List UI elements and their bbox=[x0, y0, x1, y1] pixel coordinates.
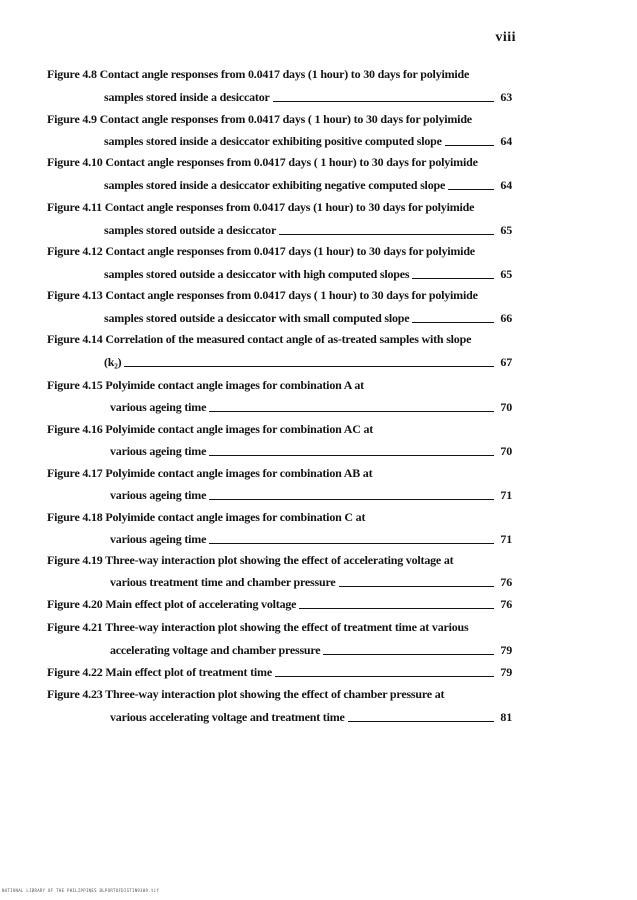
figure-caption-text: Figure 4.20 Main effect plot of accelerating voltage bbox=[47, 597, 297, 611]
figure-entry-line bbox=[47, 687, 444, 702]
figure-entry-line-with-page bbox=[110, 532, 512, 547]
figure-caption-text: various ageing time bbox=[110, 488, 207, 502]
leader-line bbox=[445, 145, 494, 146]
figure-caption-text: Figure 4.13 Contact angle responses from 0.0417 days ( 1 hour) to 30 days for polyimide bbox=[47, 288, 478, 302]
figure-page-number: 71 bbox=[500, 488, 512, 502]
leader-line bbox=[348, 721, 494, 722]
figure-entry-line bbox=[47, 288, 478, 303]
leader-line bbox=[412, 278, 494, 279]
figure-caption-text: various ageing time bbox=[110, 444, 207, 458]
figure-caption-text: Figure 4.12 Contact angle responses from 0.0417 days (1 hour) to 30 days for polyimide bbox=[47, 244, 475, 258]
figure-caption-text: Figure 4.9 Contact angle responses from 0.0417 days ( 1 hour) to 30 days for polyimide bbox=[47, 112, 472, 126]
figure-caption-text: accelerating voltage and chamber pressure bbox=[110, 643, 321, 657]
leader-line bbox=[339, 586, 495, 587]
figure-page-number: 79 bbox=[500, 643, 512, 657]
figure-page-number: 70 bbox=[500, 444, 512, 458]
figure-entry-line-with-page bbox=[47, 597, 512, 612]
figure-caption-text: samples stored inside a desiccator bbox=[104, 90, 270, 104]
scan-footer-stamp: NATIONAL LIBRARY OF THE PHILIPPINES BLPORTOFDISTIN9309.tif bbox=[2, 888, 160, 893]
figure-caption-text: Figure 4.16 Polyimide contact angle images for combination AC at bbox=[47, 422, 374, 436]
leader-line bbox=[299, 608, 494, 609]
figure-page-number: 76 bbox=[500, 575, 512, 589]
leader-line bbox=[209, 499, 494, 500]
figure-caption-text: Figure 4.22 Main effect plot of treatment time bbox=[47, 665, 272, 679]
figure-page-number: 66 bbox=[500, 311, 512, 325]
figure-caption-text: samples stored outside a desiccator bbox=[104, 223, 277, 237]
figure-entry-line-with-page bbox=[104, 178, 512, 193]
leader-line bbox=[448, 189, 494, 190]
figure-caption-text: samples stored inside a desiccator exhibiting positive computed slope bbox=[104, 134, 442, 148]
figure-entry-line bbox=[47, 378, 364, 393]
figure-entry-line-with-page bbox=[104, 267, 512, 282]
figure-entry-line bbox=[47, 67, 469, 82]
figure-entry-line-with-page bbox=[110, 400, 512, 415]
figure-caption-text: Figure 4.10 Contact angle responses from 0.0417 days ( 1 hour) to 30 days for polyimide bbox=[47, 155, 478, 169]
figure-entry-line bbox=[47, 155, 478, 170]
figure-caption-text: various treatment time and chamber pressure bbox=[110, 575, 336, 589]
figure-entry-line-with-page bbox=[47, 665, 512, 680]
figure-entry-line-with-page bbox=[104, 223, 512, 238]
leader-line bbox=[279, 234, 494, 235]
figure-page-number: 79 bbox=[500, 665, 512, 679]
figure-caption-text: Figure 4.19 Three-way interaction plot showing the effect of accelerating voltage at bbox=[47, 553, 454, 567]
leader-line bbox=[209, 411, 494, 412]
figure-entry-line-with-page bbox=[110, 444, 512, 459]
leader-line bbox=[323, 654, 494, 655]
figure-entry-line bbox=[47, 112, 472, 127]
figure-page-number: 64 bbox=[500, 178, 512, 192]
figure-caption-text: samples stored outside a desiccator with high computed slopes bbox=[104, 267, 410, 281]
figure-entry-line-with-page bbox=[104, 311, 512, 326]
figure-page-number: 70 bbox=[500, 400, 512, 414]
figure-caption-text: Figure 4.23 Three-way interaction plot showing the effect of chamber pressure at bbox=[47, 687, 445, 701]
figure-entry-line bbox=[47, 422, 373, 437]
figure-page-number: 67 bbox=[500, 355, 512, 369]
figure-caption-text: various ageing time bbox=[110, 532, 207, 546]
page-number: viii bbox=[495, 30, 516, 45]
figure-caption-text: samples stored inside a desiccator exhibiting negative computed slope bbox=[104, 178, 446, 192]
figure-entry-line bbox=[47, 200, 474, 215]
figure-page-number: 71 bbox=[500, 532, 512, 546]
figure-entry-line-with-page bbox=[110, 575, 512, 590]
figure-caption-text: Figure 4.18 Polyimide contact angle images for combination C at bbox=[47, 510, 366, 524]
figure-caption-text: Figure 4.15 Polyimide contact angle images for combination A at bbox=[47, 378, 364, 392]
figure-caption-text: various ageing time bbox=[110, 400, 207, 414]
leader-line bbox=[273, 101, 494, 102]
figure-page-number: 76 bbox=[500, 597, 512, 611]
figure-caption-text: (k₂) bbox=[104, 355, 122, 369]
figure-page-number: 63 bbox=[500, 90, 512, 104]
figure-page-number: 81 bbox=[500, 710, 512, 724]
figure-caption-text: Figure 4.8 Contact angle responses from 0.0417 days (1 hour) to 30 days for polyimide bbox=[47, 67, 470, 81]
figure-page-number: 64 bbox=[500, 134, 512, 148]
figure-page-number: 65 bbox=[500, 223, 512, 237]
leader-line bbox=[124, 366, 494, 367]
leader-line bbox=[412, 322, 494, 323]
figure-page-number: 65 bbox=[500, 267, 512, 281]
figure-entry-line bbox=[47, 466, 372, 481]
figure-entry-line-with-page bbox=[110, 643, 512, 658]
figure-entry-line-with-page bbox=[104, 90, 512, 105]
figure-entry-line bbox=[47, 510, 365, 525]
leader-line bbox=[209, 543, 494, 544]
leader-line bbox=[209, 455, 494, 456]
figure-entry-line bbox=[47, 620, 469, 635]
figure-entry-line bbox=[47, 332, 471, 347]
figure-caption-text: Figure 4.17 Polyimide contact angle images for combination AB at bbox=[47, 466, 373, 480]
figure-caption-text: samples stored outside a desiccator with small computed slope bbox=[104, 311, 410, 325]
figure-entry-line bbox=[47, 244, 475, 259]
figure-entry-line-with-page bbox=[104, 355, 512, 370]
figure-caption-text: Figure 4.11 Contact angle responses from 0.0417 days (1 hour) to 30 days for polyimide bbox=[47, 200, 475, 214]
leader-line bbox=[275, 676, 494, 677]
figure-caption-text: various accelerating voltage and treatment time bbox=[110, 710, 345, 724]
figure-entry-line-with-page bbox=[110, 488, 512, 503]
figure-entry-line bbox=[47, 553, 453, 568]
figure-entry-line-with-page bbox=[104, 134, 512, 149]
figure-entry-line-with-page bbox=[110, 710, 512, 725]
figure-caption-text: Figure 4.21 Three-way interaction plot showing the effect of treatment time at various bbox=[47, 620, 469, 634]
figure-caption-text: Figure 4.14 Correlation of the measured contact angle of as-treated samples with slope bbox=[47, 332, 472, 346]
